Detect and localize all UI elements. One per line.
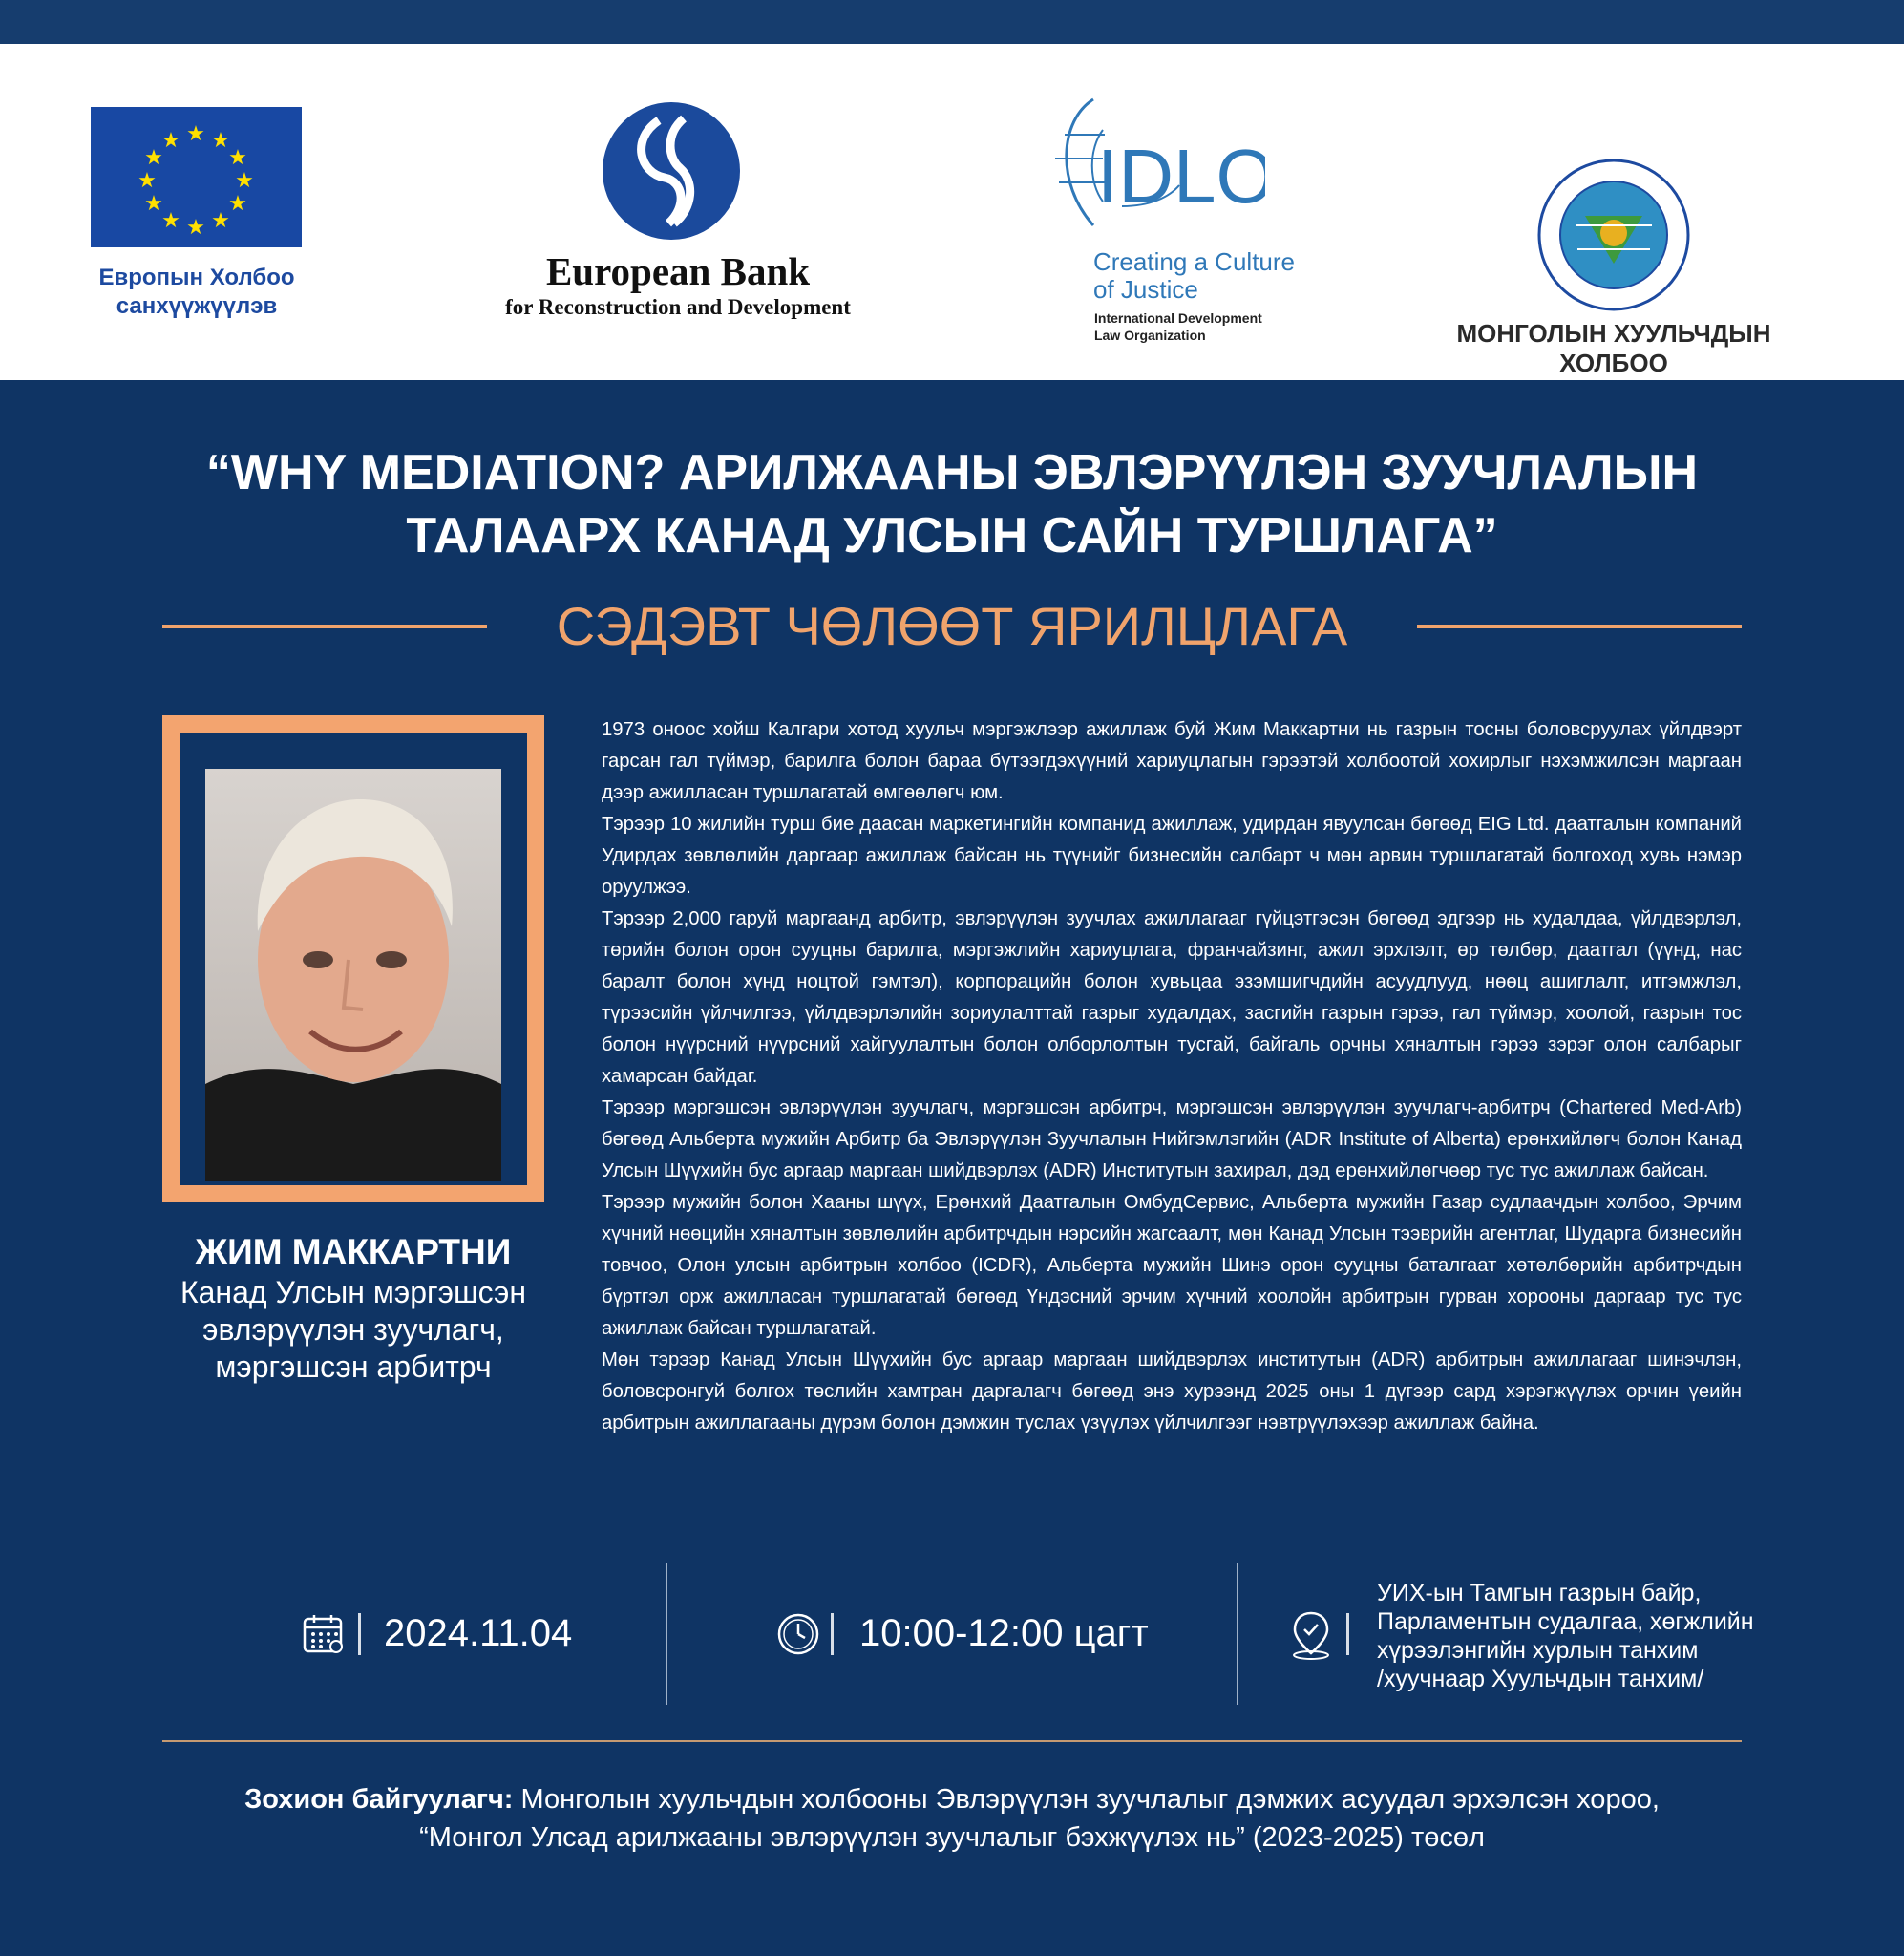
svg-text:★: ★: [211, 128, 230, 152]
clock-icon: [776, 1612, 820, 1661]
subtitle-row: [162, 592, 1742, 669]
ebrd-symbol-icon: [602, 101, 741, 241]
bio-paragraph: Тэрээр мэргэшсэн эвлэрүүлэн зуучлагч, мэргэшсэн арбитрч, мэргэшсэн эвлэрүүлэн зуучлагч-арбитрч (Chartered Med-Arb) бөгөөд Альберта мужийн Арбитр ба Эвлэрүүлэн Зуучлалын Нийгэмлэгийн (ADR Institute of Alberta) ерөнхийлөгч болон Канад Улсын Шүүхийн бус аргаар маргаан шийдвэрлэх (ADR) Институтын захирал, дэд ерөнхийлөгчөөр тус тус ажиллаж байсан.: [602, 1097, 1742, 1181]
event-title-line-1: “WHY MEDIATION? АРИЛЖААНЫ ЭВЛЭРҮҮЛЭН ЗУУЧЛАЛЫН: [205, 445, 1699, 500]
organizer-line-2: “Монгол Улсад арилжааны эвлэрүүлэн зуучлалыг бэхжүүлэх нь” (2023-2025) төсөл: [419, 1822, 1485, 1853]
venue-line-4: /хуучнаар Хуульчдын танхим/: [1377, 1666, 1704, 1692]
idlo-org-line-2: Law Organization: [1094, 328, 1206, 343]
event-subtitle: СЭДЭВТ ЧӨЛӨӨТ ЯРИЛЦЛАГА: [556, 596, 1348, 656]
speaker-role-line-2: эвлэрүүлэн зуучлагч,: [202, 1312, 504, 1347]
svg-text:★: ★: [144, 191, 163, 215]
speaker-role-line-1: Канад Улсын мэргэшсэн: [180, 1275, 527, 1309]
speaker-role-line-3: мэргэшсэн арбитрч: [215, 1350, 492, 1384]
idlo-tagline-line-1: Creating a Culture: [1093, 247, 1295, 276]
info-divider: [666, 1563, 667, 1705]
speaker-role: [115, 1274, 592, 1386]
organizer-line-1: [95, 1780, 1809, 1818]
svg-text:★: ★: [228, 145, 247, 169]
speaker-name: ЖИМ МАККАРТНИ: [195, 1232, 512, 1271]
svg-text:★: ★: [211, 208, 230, 232]
svg-text:★: ★: [161, 208, 180, 232]
ebrd-title: European Bank: [545, 249, 811, 293]
footer-divider: [162, 1740, 1742, 1742]
svg-text:★: ★: [161, 128, 180, 152]
event-time: 10:00-12:00 цагт: [859, 1612, 1149, 1654]
eu-funding-text: Европын Холбоо санхүүжүүлэв: [98, 265, 295, 319]
eu-stars-icon: [91, 107, 302, 247]
event-title-line-2: ТАЛААРХ КАНАД УЛСЫН САЙН ТУРШЛАГА”: [406, 508, 1498, 563]
venue-line-3: хүрээлэнгийн хурлын танхим: [1377, 1637, 1699, 1664]
info-divider: [1237, 1563, 1238, 1705]
location-pin-icon: [1287, 1609, 1335, 1666]
info-bar-separator: [1346, 1613, 1349, 1655]
info-bar-separator: [831, 1613, 834, 1655]
svg-text:★: ★: [235, 168, 254, 192]
speaker-photo: [205, 769, 501, 1181]
event-date: 2024.11.04: [384, 1612, 573, 1654]
idlo-tagline: [1093, 248, 1342, 304]
idlo-logo: [1036, 92, 1265, 235]
bio-paragraph: Мөн тэрээр Канад Улсын Шүүхийн бус аргаар маргаан шийдвэрлэх институтын (ADR) арбитрын ажиллагааг шинэчлэн, боловсронгуй болгох төслийн хамтран даргалагч бөгөөд энэ хурээнд 2025 оны 1 дүгээр сард хэрэгжүүлэх орчин үеийн арбитрын ажиллагааны дүрэм болон дэмжин туслах үзүүлэх үйлчилгээг нэвтрүүлэхээр ажиллаж байна.: [602, 1350, 1742, 1434]
organizer-credit: [95, 1780, 1809, 1857]
calendar-icon: [302, 1612, 346, 1661]
bio-paragraph: 1973 оноос хойш Калгари хотод хуульч мэргэжлээр ажиллаж буй Жим Маккартни нь газрын тосны боловсруулах үйлдвэрт гарсан гал түймэр, барилга болон бараа бүтээгдэхүүний хариуцлагын гэрээтэй холбоотой хохирлыг нэхэмжилсэн маргаан дээр ажилласан туршлагатай өмгөөлөгч юм.: [602, 719, 1742, 803]
organizer-text: Монголын хуульчдын холбооны Эвлэрүүлэн зуучлалыг дэмжих асуудал эрхэлсэн хороо,: [513, 1784, 1660, 1815]
mba-seal-logo: [1537, 159, 1690, 311]
ebrd-subtitle: for Reconstruction and Development: [505, 295, 851, 319]
partner-logos-band: [0, 44, 1904, 380]
mba-name-line-2: ХОЛБОО: [1559, 349, 1668, 377]
bio-paragraph: Тэрээр 2,000 гаруй маргаанд арбитр, эвлэрүүлэн зуучлах ажиллагааг гүйцэтгэсэн бөгөөд эдгээр нь худалдаа, үйлдвэрлэл, төрийн болон орон сууцны барилга, мэргэжлийн хариуцлага, франчайзинг, ажил эрхлэлт, өр төлбөр, даатгал (үүнд, нас баралт болон хүнд ноцтой гэмтэл), корпорацийн болон хувьцаа эзэмшигчдийн асуудлууд, нөөц ашиглалт, итгэмжлэл, түрээсийн үйлчилгээ, үйлдвэрлэлийн зориулалттай газрыг худалдах, засгийн газрын гэрээ, гал түймэр, хоолой, газрын тос болон нүүрсний нүүрсний хайгуулалтын болон олборлолтын тусгай, байгаль орчны хяналтын гэрээ зэрэг олон салбарыг хамарсан байдаг.: [602, 908, 1742, 1087]
speaker-photo-mat: [180, 733, 527, 1185]
event-title: [115, 441, 1789, 567]
svg-text:★: ★: [144, 145, 163, 169]
idlo-tagline-line-2: of Justice: [1093, 275, 1198, 304]
top-bar: [0, 0, 1904, 44]
svg-text:★: ★: [228, 191, 247, 215]
svg-text:★: ★: [186, 121, 205, 145]
venue-line-2: Парламентын судалгаа, хөгжлийн: [1377, 1608, 1754, 1635]
speaker-bio: [602, 714, 1742, 1439]
idlo-org-line-1: International Development: [1094, 310, 1262, 326]
venue-line-1: УИХ-ын Тамгын газрын байр,: [1377, 1580, 1702, 1606]
speaker-photo-frame: [162, 715, 544, 1202]
idlo-wordmark: IDLO: [1097, 134, 1265, 219]
mba-name: [1432, 319, 1795, 378]
organizer-label: Зохион байгуулагч:: [244, 1784, 514, 1815]
event-venue: [1377, 1579, 1754, 1693]
svg-text:★: ★: [186, 215, 205, 239]
bio-paragraph: Тэрээр мужийн болон Хааны шүүх, Ерөнхий Даатгалын ОмбудСервис, Альберта мужийн Газар судлаачдын холбоо, Эрчим хүчний нөөцийн хяналтын зөвлөлийн арбитрчдын нэрсийн жагсаалт, мөн Канад Улсын тээврийн агентлаг, Шударга бизнесийн товчоо, Олон улсын арбитрын холбоо (ICDR), Альберта мужийн Шинэ орон сууцны баталгаат хөтөлбөрийн арбитрчдын бүртгэл орж ажилласан туршлагатай бөгөөд Үндэсний эрчим хүчний хоолойн арбитрын гурван хорооны даргаар тус тус ажиллаж байсан туршлагатай.: [602, 1192, 1742, 1339]
eu-flag-logo: [91, 107, 302, 247]
bio-paragraph: Тэрээр 10 жилийн турш бие даасан маркетингийн компанид ажиллаж, удирдан явуулсан бөгөөд EIG Ltd. даатгалын компаний Удирдах зөвлөлийн даргаар ажиллаж байсан нь түүнийг бизнесийн салбарт ч мөн арвин туршлагатай болгоход хувь нэмэр оруулжээ.: [602, 814, 1742, 898]
svg-text:★: ★: [138, 168, 157, 192]
idlo-org-name: [1094, 309, 1343, 344]
mba-name-line-1: МОНГОЛЫН ХУУЛЬЧДЫН: [1456, 319, 1771, 348]
info-bar-separator: [358, 1613, 361, 1655]
